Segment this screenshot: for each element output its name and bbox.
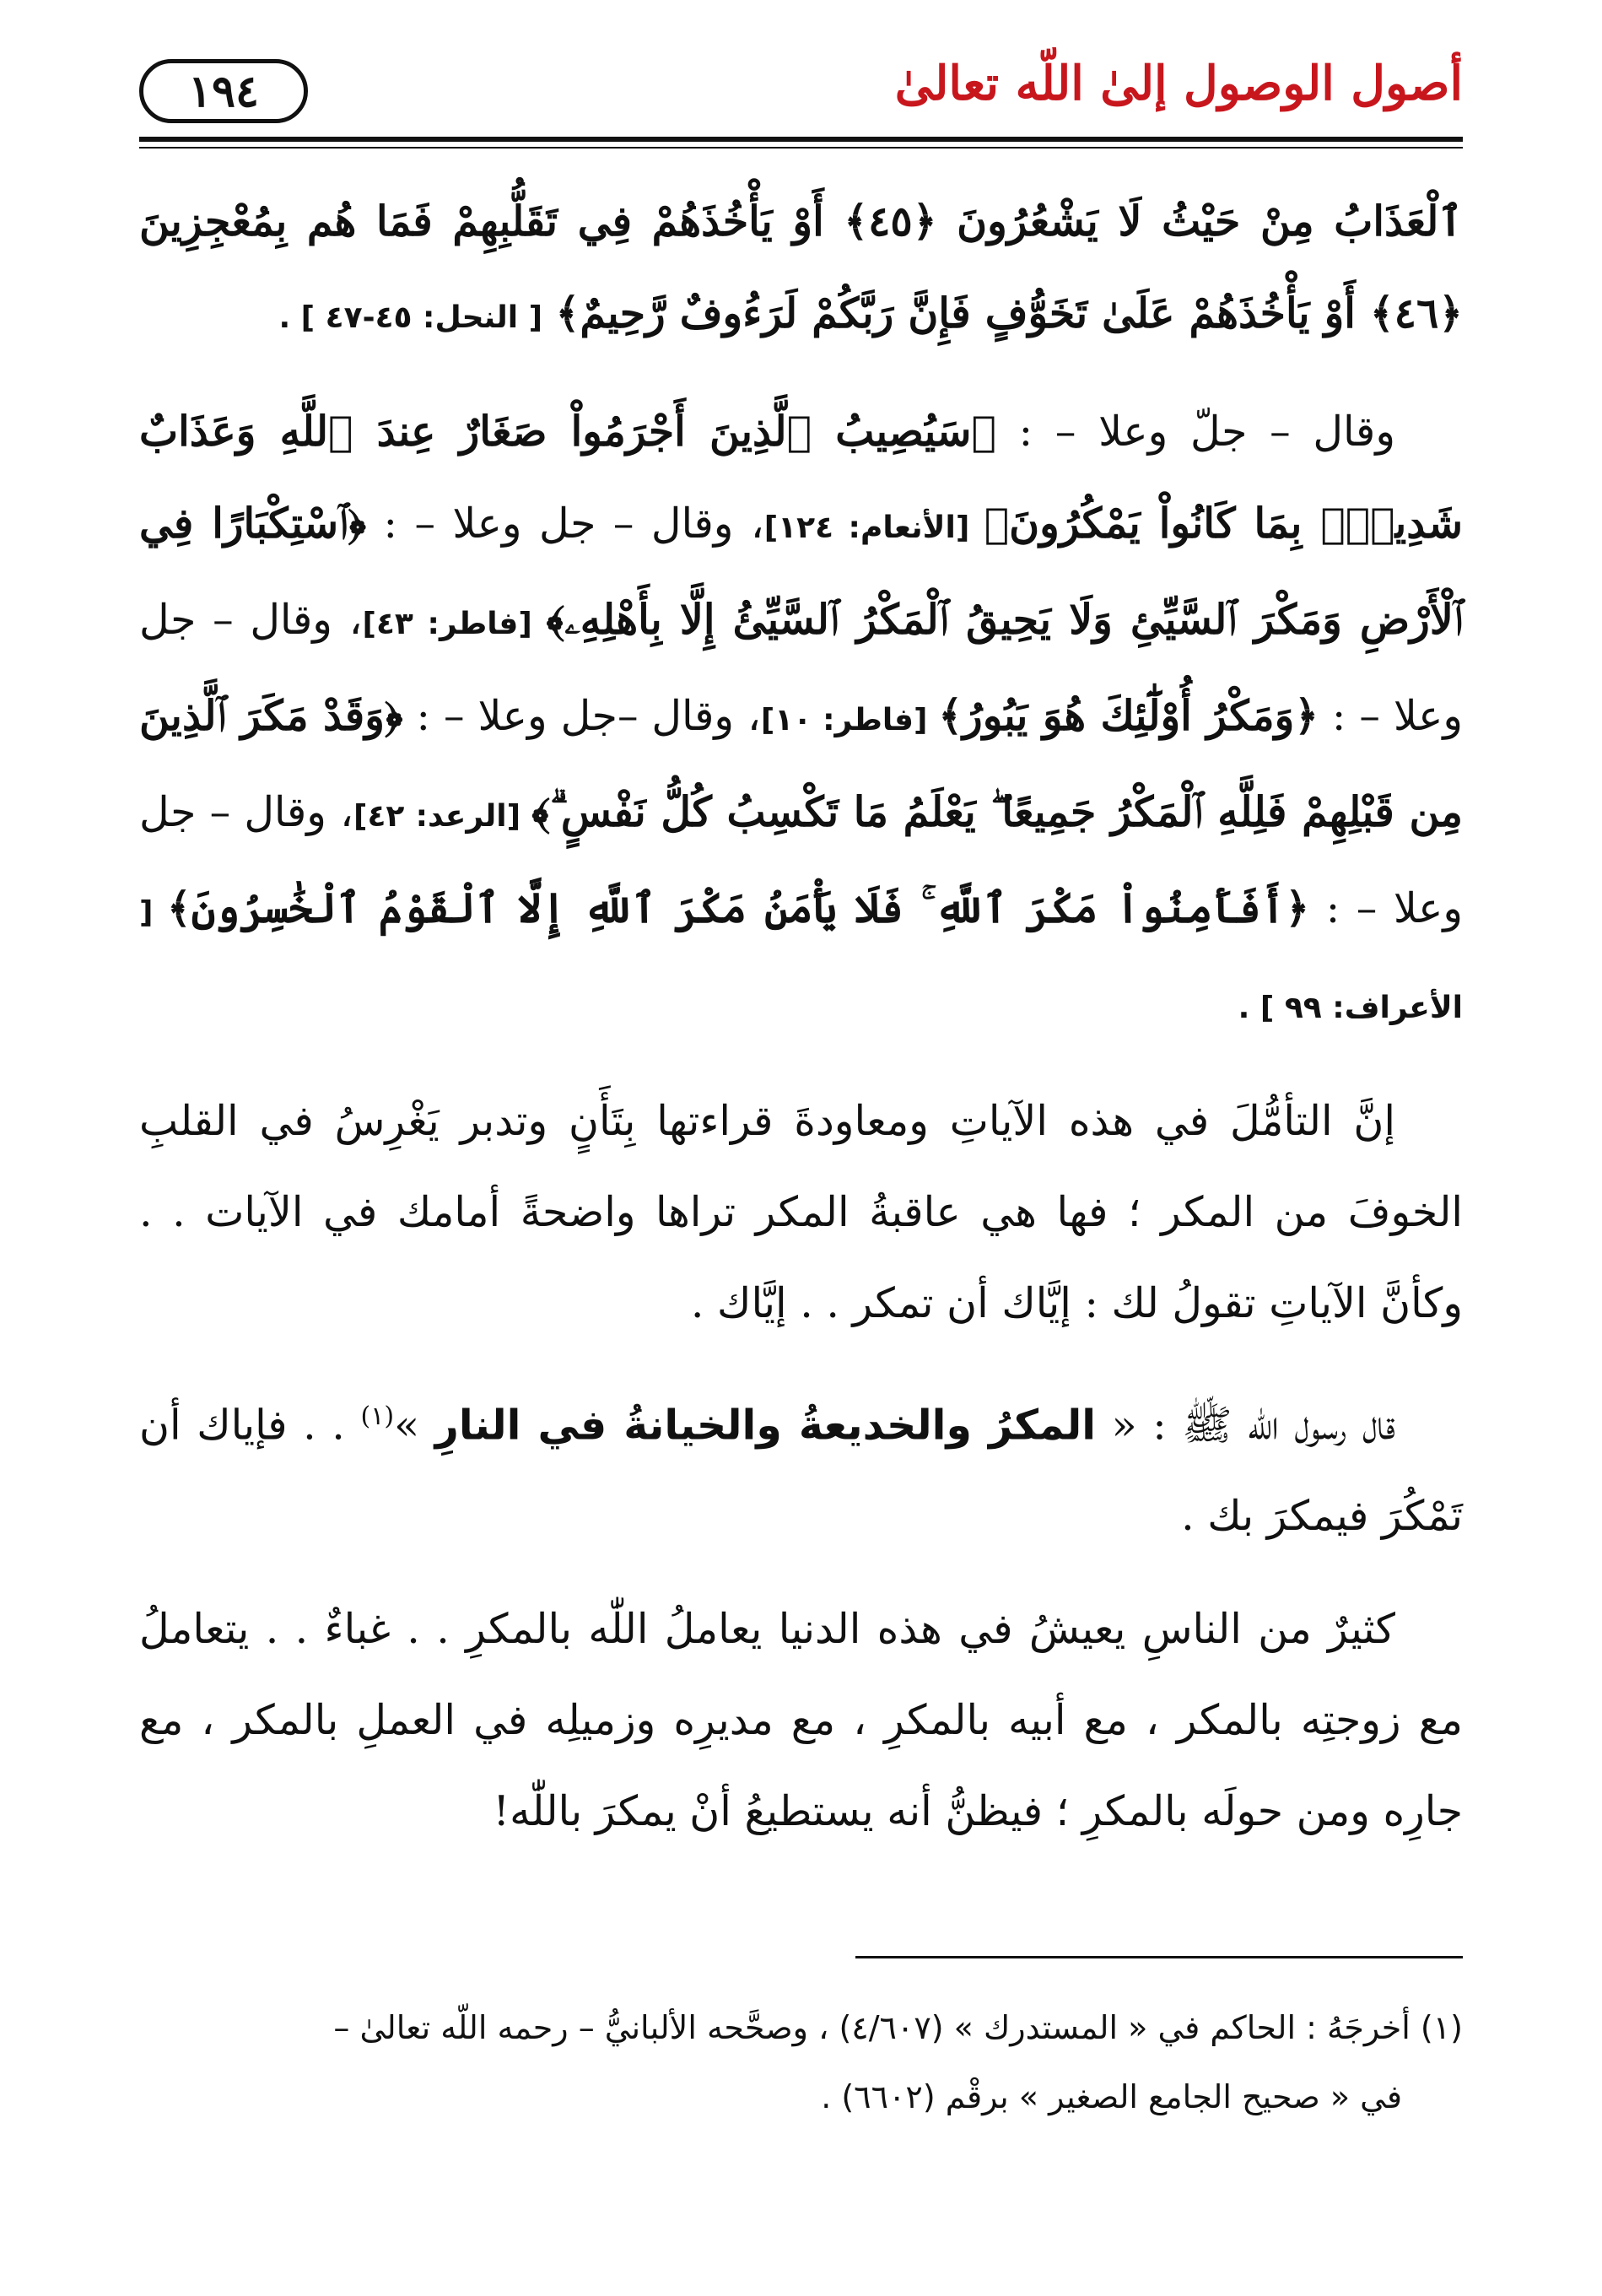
quran-verse: ﴿أَفَأَمِنُواْ مَكْرَ ٱللَّهِ ۚ فَلَا يَأْمَنُ مَكْرَ ٱللَّهِ إِلَّا ٱلْقَوْمُ ٱلْخَٰسِرُونَ﴾: [166, 883, 1310, 932]
page-number: ١٩٤: [139, 59, 308, 123]
verse-reference: [الرعد: ٤٢]: [353, 799, 532, 834]
footnote-1-continuation: في « صحيح الجامع الصغير » برقْم (٦٦٠٢) .: [821, 2078, 1402, 2115]
paragraph-people: كثيرٌ من الناسِ يعيشُ في هذه الدنيا يعاملُ اللّٰه بالمكرِ . . غباءٌ . . يتعاملُ مع زوجتِه بالمكر ، مع أبيه بالمكرِ ، مع مديرِه وزميلِه في العملِ بالمكر ، مع جارِه ومن حولَه بالمكرِ ؛ فيظنُّ أنه يستطيعُ أنْ يمكرَ باللّٰه!: [139, 1605, 1463, 1836]
main-text: [139, 176, 1463, 1879]
paragraph-text: قال رسول اللّه ﷺ : «: [1096, 1401, 1396, 1450]
quran-verse: ﴿ٱسْتِكْبَارًا فِي ٱلْأَرْضِ وَمَكْرَ ٱلسَّيِّئِ وَلَا يَحِيقُ ٱلْمَكْرُ ٱلسَّيِّئُ إِلَّا بِأَهْلِهِۦ﴾: [139, 499, 1464, 644]
running-title: أصول الوصول إلىٰ اللّه تعالىٰ: [894, 56, 1463, 111]
paragraph-quran-nahl: [139, 176, 1463, 364]
header-rule-thin: [139, 147, 1463, 149]
verse-reference: [ الأعراف: ٩٩ ] .: [139, 895, 1463, 1025]
paragraph-text: ، وقال – جل وعلا – :: [139, 788, 1463, 932]
hadith-text: المكرُ والخديعةُ والخيانةُ في النارِ: [434, 1401, 1097, 1450]
footnote-1: (١) أخرجَهُ : الحاكم في « المستدرك » (٤/٦٠٧) ، وصحَّحه الألبانيُّ – رحمه اللّه تعالىٰ –: [333, 2009, 1463, 2046]
quran-verse: ﴿سَيُصِيبُ ٱلَّذِينَ أَجْرَمُواْ صَغَارٌ عِندَ ٱللَّهِ وَعَذَابٌ شَدِيدٌۢ بِمَا كَانُواْ يَمْكُرُونَ﴾: [139, 407, 1463, 548]
footnote-separator: [855, 1956, 1463, 1958]
paragraph-hadith: [139, 1371, 1463, 1562]
header-rule-thick: [139, 137, 1463, 142]
paragraph-contemplation: إنَّ التأمُّلَ في هذه الآياتِ ومعاودةَ قراءتها بِتَأَنٍ وتدبر يَغْرِسُ في القلبِ الخوفَ من المكر ؛ فها هي عاقبةُ المكر تراها واضحةً أمامك في الآيات . . وكأنَّ الآياتِ تقولُ لك : إيَّاك أن تمكر . . إيَّاك .: [139, 1097, 1463, 1327]
quran-verse: ٱلْعَذَابُ مِنْ حَيْثُ لَا يَشْعُرُونَ ﴿٤٥﴾ أَوْ يَأْخُذَهُمْ فِي تَقَلُّبِهِمْ فَمَا هُم بِمُعْجِزِينَ ﴿٤٦﴾ أَوْ يَأْخُذَهُمْ عَلَىٰ تَخَوُّفٍ فَإِنَّ رَبَّكُمْ لَرَءُوفٌ رَّحِيمٌ﴾: [139, 197, 1463, 338]
verse-reference: [ النحل: ٤٥-٤٧ ] .: [278, 300, 543, 335]
paragraph-text: ، وقال – جل وعلا – :: [139, 596, 1463, 740]
running-header: [139, 49, 1463, 142]
paragraph-text: ، وقال –جل وعلا – :: [402, 692, 761, 740]
quran-verse: ﴿وَمَكْرُ أُوْلَٰٓئِكَ هُوَ يَبُورُ﴾: [938, 691, 1319, 740]
verse-reference: [فاطر: ١٠]: [760, 703, 939, 737]
paragraph-text: وقال – جلّ وعلا – :: [995, 408, 1395, 456]
quran-verse: ﴿وَقَدْ مَكَرَ ٱلَّذِينَ مِن قَبْلِهِمْ فَلِلَّهِ ٱلْمَكْرُ جَمِيعًا ۖ يَعْلَمُ مَا تَكْسِبُ كُلُّ نَفْسٍ ۗ﴾: [139, 691, 1463, 836]
verse-reference: [فاطر: ٤٣]: [362, 607, 547, 641]
paragraph-text: . . فإياك أن تَمْكُرَ فيمكرَ بك .: [139, 1401, 1463, 1541]
paragraph-quran-verses: [139, 386, 1463, 1054]
paragraph-text: ، وقال – جل وعلا – :: [366, 500, 764, 548]
verse-reference: [الأنعام: ١٢٤]: [763, 511, 984, 545]
footnote-marker[interactable]: (١): [360, 1402, 395, 1431]
footnotes: [139, 1993, 1463, 2131]
paragraph-text: »: [394, 1401, 435, 1450]
